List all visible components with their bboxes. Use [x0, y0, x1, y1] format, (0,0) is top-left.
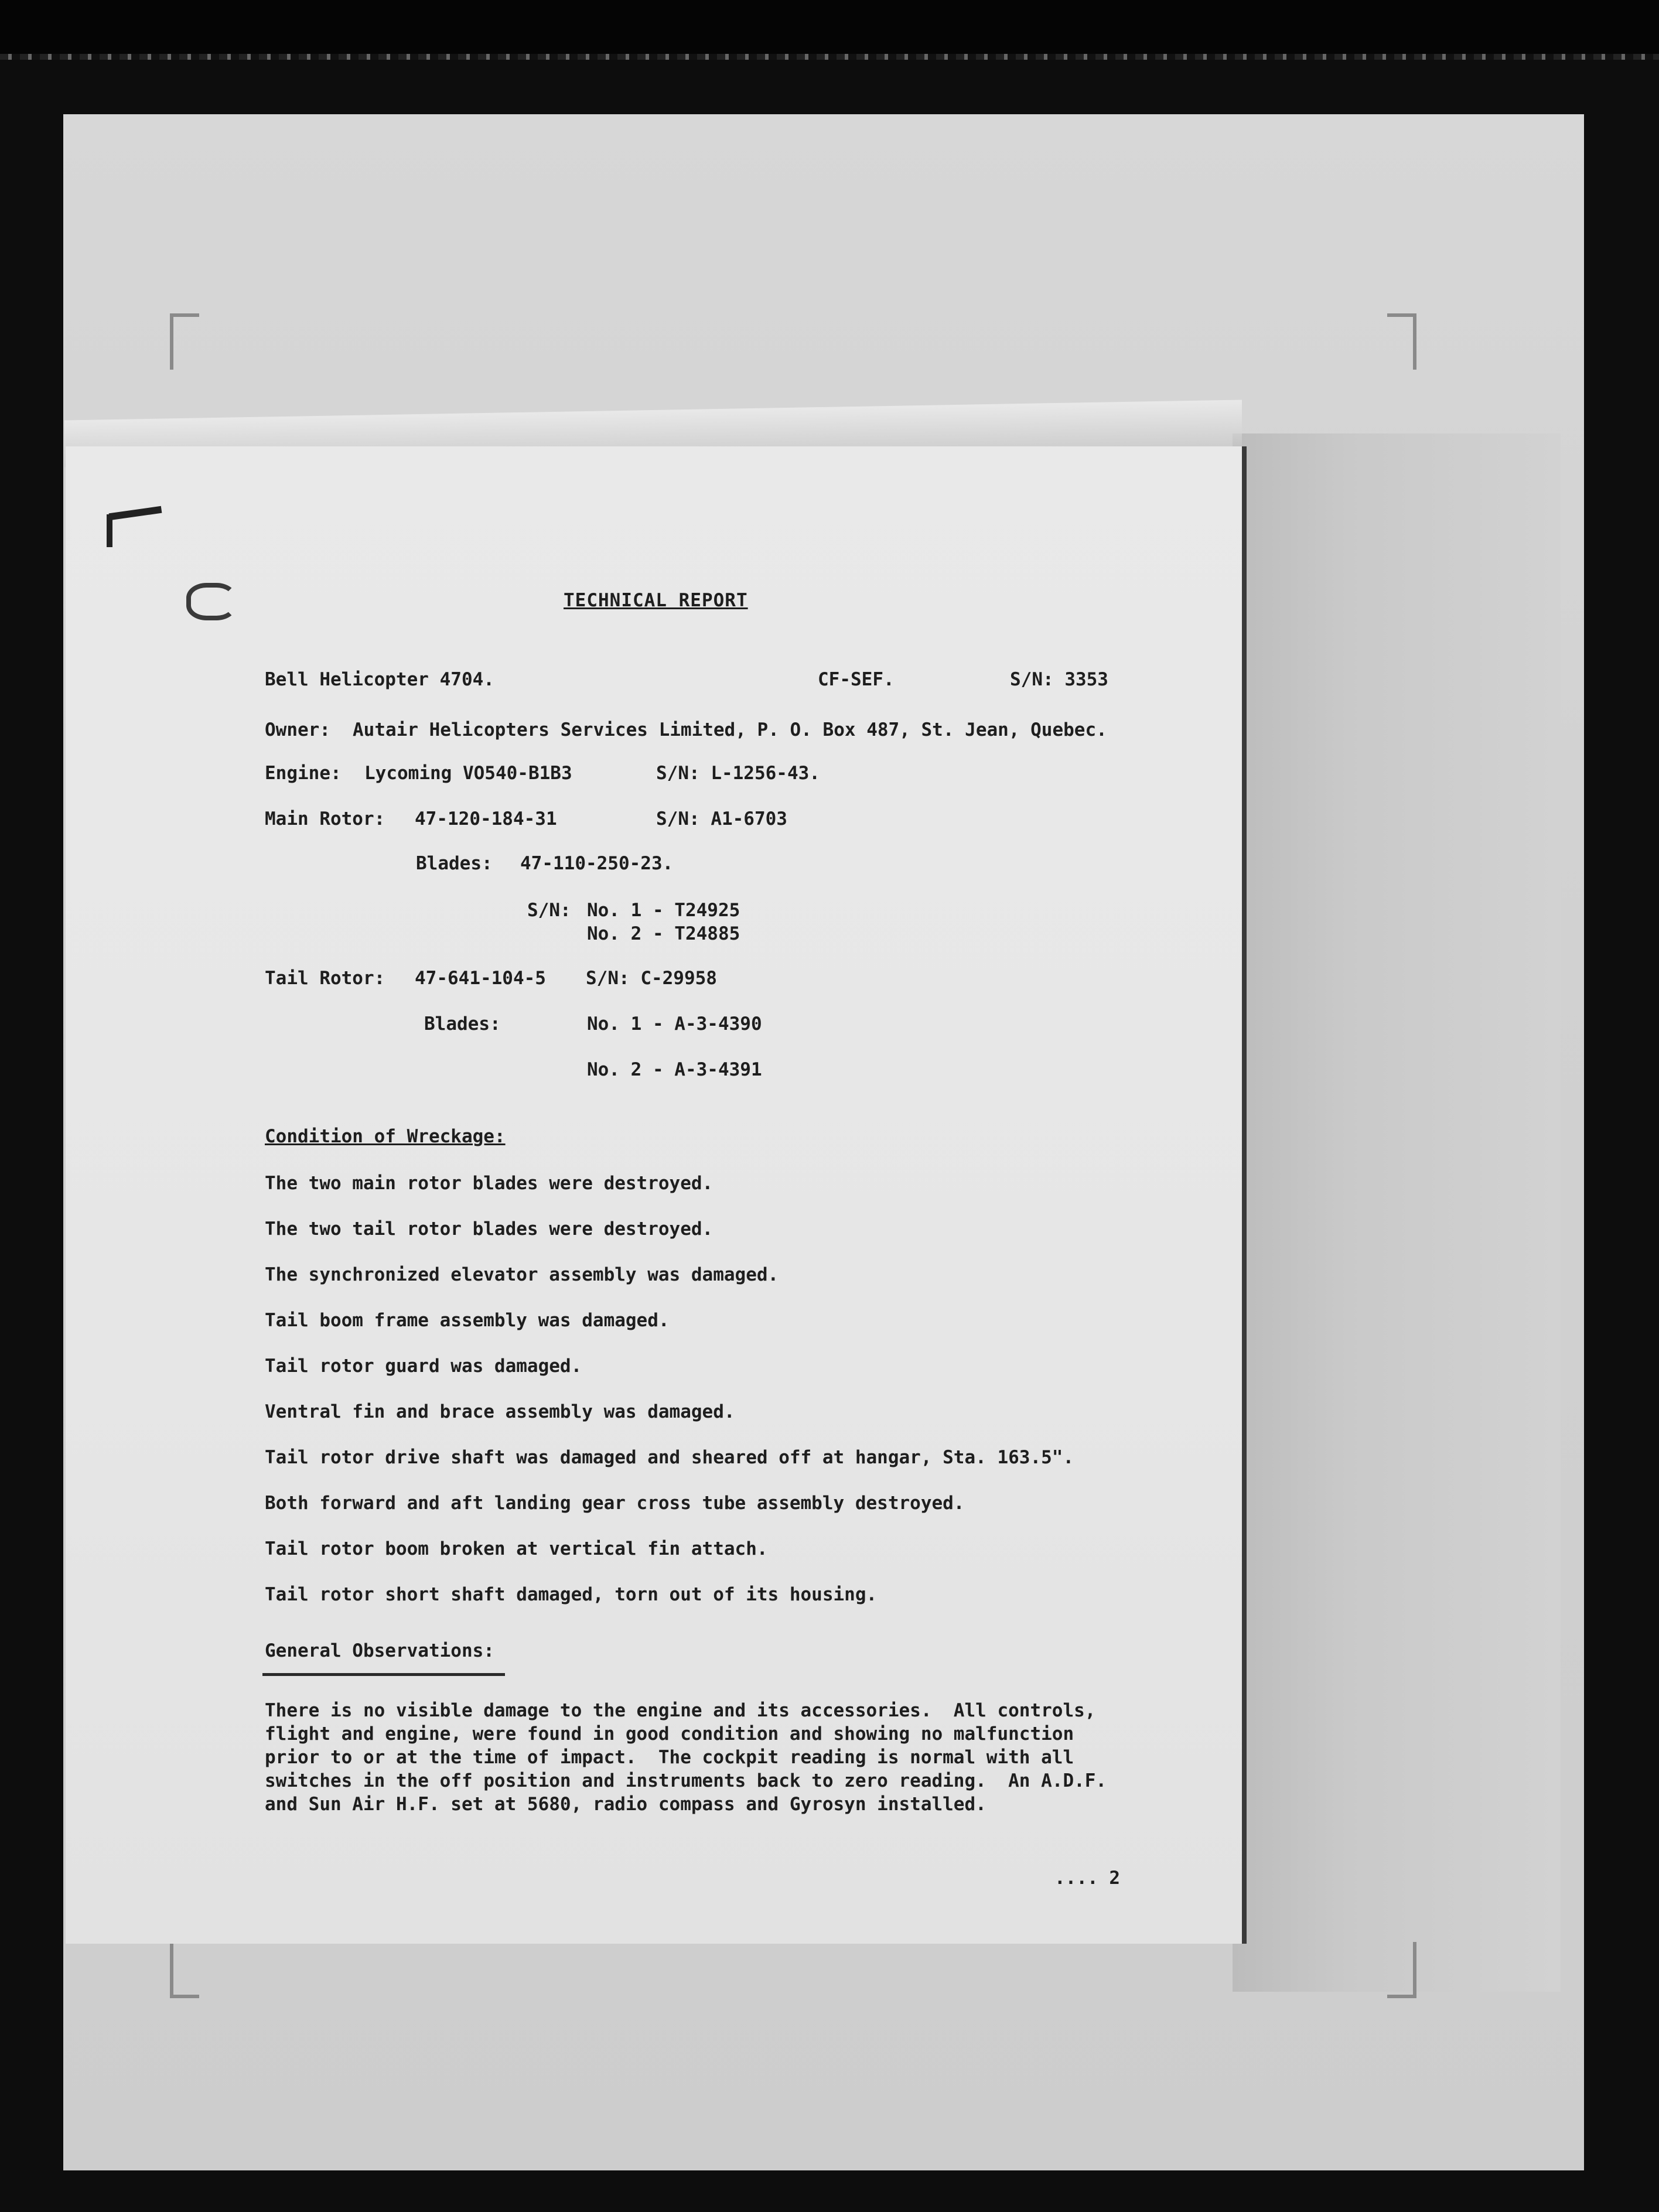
tail-blade-2: No. 2 - A-3-4391	[587, 1059, 762, 1080]
main-blade-2: No. 2 - T24885	[587, 923, 740, 944]
wreckage-item: Tail rotor boom broken at vertical fin attach.	[265, 1538, 768, 1559]
crop-mark-top-left	[170, 313, 199, 370]
main-rotor-label: Main Rotor:	[265, 808, 385, 830]
crop-mark-bottom-right	[1387, 1942, 1416, 1998]
sheet-shadow	[1233, 433, 1561, 1992]
observation-line: prior to or at the time of impact. The cockpit reading is normal with all	[265, 1747, 1074, 1768]
crop-mark-bottom-left	[170, 1942, 199, 1998]
tail-rotor-serial: S/N: C-29958	[586, 968, 717, 989]
film-border-edge	[0, 54, 1659, 60]
main-blades-part: 47-110-250-23.	[520, 853, 674, 874]
aircraft-registration: CF-SEF.	[818, 669, 895, 690]
report-title: TECHNICAL REPORT	[564, 590, 748, 611]
wreckage-item: The synchronized elevator assembly was damaged.	[265, 1264, 779, 1285]
staple-mark-leg	[107, 514, 112, 547]
main-rotor-part: 47-120-184-31	[415, 808, 557, 830]
observation-line: flight and engine, were found in good condition and showing no malfunction	[265, 1723, 1074, 1745]
wreckage-item: Tail rotor drive shaft was damaged and sheared off at hangar, Sta. 163.5".	[265, 1447, 1074, 1468]
owner-label: Owner:	[265, 719, 330, 740]
engine-serial: S/N: L-1256-43.	[656, 763, 820, 784]
main-blades-sn-label: S/N:	[527, 900, 571, 921]
observation-line: and Sun Air H.F. set at 5680, radio compass and Gyrosyn installed.	[265, 1794, 986, 1815]
wreckage-item: Tail rotor short shaft damaged, torn out of its housing.	[265, 1584, 878, 1605]
owner-value: Autair Helicopters Services Limited, P. O. Box 487, St. Jean, Quebec.	[353, 719, 1107, 740]
heading-underline	[262, 1673, 505, 1676]
aircraft-model: Bell Helicopter 4704.	[265, 669, 494, 690]
observation-line: switches in the off position and instruments back to zero reading. An A.D.F.	[265, 1770, 1107, 1791]
wreckage-item: Ventral fin and brace assembly was damaged.	[265, 1401, 735, 1422]
observations-heading: General Observations:	[265, 1640, 494, 1661]
engine-model: Lycoming VO540-B1B3	[364, 763, 572, 784]
wreckage-heading: Condition of Wreckage:	[265, 1126, 506, 1147]
page-continuation: .... 2	[1054, 1868, 1120, 1889]
tail-blades-label: Blades:	[424, 1013, 501, 1035]
wreckage-item: Both forward and aft landing gear cross tube assembly destroyed.	[265, 1493, 965, 1514]
wreckage-item: Tail boom frame assembly was damaged.	[265, 1310, 670, 1331]
wreckage-item: The two main rotor blades were destroyed.	[265, 1173, 714, 1194]
observation-line: There is no visible damage to the engine and its accessories. All controls,	[265, 1700, 1096, 1721]
film-border-top	[0, 0, 1659, 56]
tail-rotor-label: Tail Rotor:	[265, 968, 385, 989]
main-blade-1: No. 1 - T24925	[587, 900, 740, 921]
wreckage-item: Tail rotor guard was damaged.	[265, 1356, 582, 1377]
tail-rotor-part: 47-641-104-5	[415, 968, 546, 989]
crop-mark-top-right	[1387, 313, 1416, 370]
tail-blade-1: No. 1 - A-3-4390	[587, 1013, 762, 1035]
engine-label: Engine:	[265, 763, 342, 784]
main-rotor-serial: S/N: A1-6703	[656, 808, 787, 830]
wreckage-item: The two tail rotor blades were destroyed.	[265, 1218, 714, 1240]
ink-smudge	[186, 583, 237, 620]
main-blades-label: Blades:	[416, 853, 493, 874]
aircraft-serial: S/N: 3353	[1010, 669, 1108, 690]
